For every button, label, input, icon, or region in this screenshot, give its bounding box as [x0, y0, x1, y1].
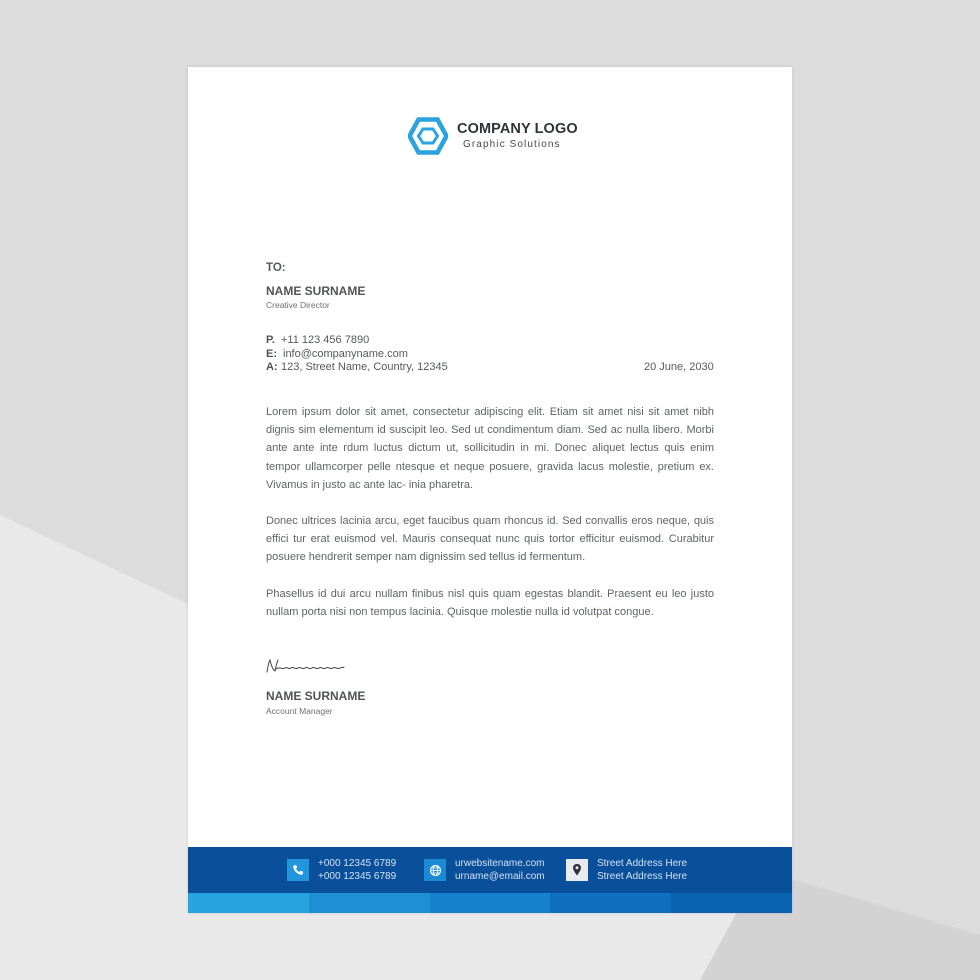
footer-phone-1: +000 12345 6789	[318, 858, 397, 869]
footer-phone-text	[318, 857, 396, 883]
footer-bar	[188, 847, 792, 893]
contact-address-row	[266, 361, 448, 373]
footer-email: urname@email.com	[455, 871, 545, 882]
footer-address-2: Street Address Here	[597, 871, 688, 882]
strip-block-2	[309, 893, 430, 913]
contact-phone-row	[266, 334, 369, 346]
footer-web-text	[455, 857, 545, 883]
hexagon-logo-icon	[408, 117, 448, 155]
phone-icon	[287, 859, 309, 881]
phone-label: P.	[266, 334, 275, 346]
contact-email-row	[266, 348, 408, 360]
signatory-name: NAME SURNAME	[266, 689, 366, 703]
company-name: COMPANY LOGO	[457, 121, 578, 137]
recipient-name: NAME SURNAME	[266, 284, 366, 298]
to-label: TO:	[266, 262, 286, 274]
map-pin-icon	[566, 859, 588, 881]
handwritten-signature	[264, 657, 346, 679]
strip-block-1	[188, 893, 309, 913]
body-paragraph-3: Phasellus id dui arcu nullam finibus nisl quis quam egestas blandit. Praesent eu leo justo nullam porta nisi non tempus lacinia. Quisque molestie nulla id volutpat congue.	[266, 588, 714, 619]
letterhead-page	[188, 67, 792, 913]
footer-address-text	[597, 857, 687, 883]
body-paragraph-2: Donec ultrices lacinia arcu, eget faucibus quam rhoncus id. Sed convallis eros neque, quis effici tur erat euismod vel. Mauris consequat nunc quis tortor efficitur euismod. Curabitur posuere hendrerit semper nam dignissim sed tellus id fermentum.	[266, 515, 714, 564]
globe-icon	[424, 859, 446, 881]
footer-address-1: Street Address Here	[597, 858, 688, 869]
signatory-title: Account Manager	[266, 706, 333, 716]
company-tagline: Graphic Solutions	[463, 139, 561, 150]
strip-block-5	[671, 893, 792, 913]
email-label: E:	[266, 348, 277, 360]
contact-email: info@companyname.com	[283, 348, 408, 360]
footer-phone-2: +000 12345 6789	[318, 871, 397, 882]
strip-block-3	[430, 893, 551, 913]
strip-block-4	[550, 893, 671, 913]
body-paragraph-1: Lorem ipsum dolor sit amet, consectetur adipiscing elit. Etiam sit amet nisi sit amet nibh dignis sim elementum id suscipit leo. Sed ut condimentum diam. Sed ac nulla libero. Morbi ante ante inte rdum luctus dictum ut, sollicitudin in mi. Donec aliquet lectus quis enim tempor ullamcorper pelle ntesque et neque posuere, gravida lacus molestie, pretium ex. Vivamus in justo ac ante lac- inia pharetra.	[266, 406, 714, 491]
footer-website: urwebsitename.com	[455, 858, 545, 869]
footer-color-strip	[188, 893, 792, 913]
letter-date: 20 June, 2030	[644, 361, 714, 373]
contact-phone: +11 123 456 7890	[281, 334, 370, 346]
address-label: A:	[266, 361, 278, 373]
contact-address: 123, Street Name, Country, 12345	[281, 361, 448, 373]
recipient-title: Creative Director	[266, 300, 330, 310]
